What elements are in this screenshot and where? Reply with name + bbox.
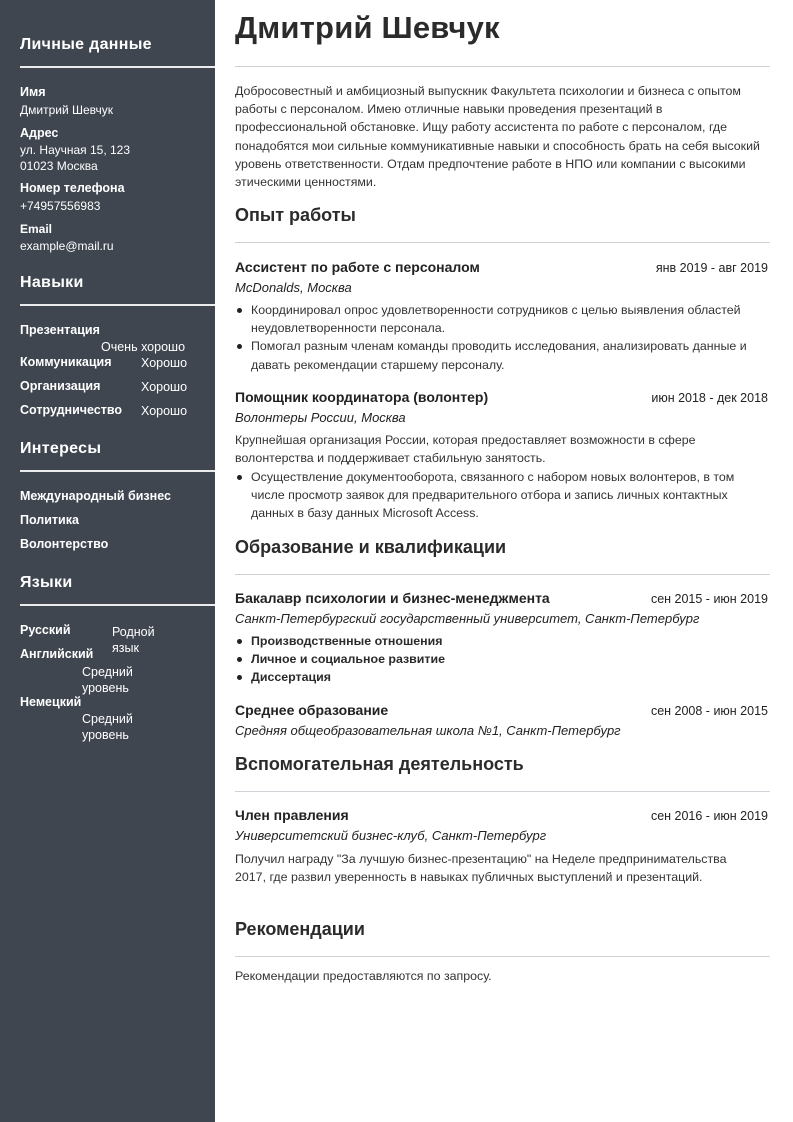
activity-date: сен 2016 - июн 2019 [650,809,768,823]
personal-data-title: Личные данные [20,36,152,53]
activity-description: Получил награду "За лучшую бизнес-презентацию" на Неделе предпринимательства 2017, где развил уверенность в навыках публичных выступлений и презентаций. [235,852,727,885]
section-divider [235,242,770,243]
skill-name: Презентация [20,323,100,337]
phone-value: +74957556983 [20,199,101,213]
skill-name: Сотрудничество [20,403,123,417]
skill-level: Хорошо [141,356,188,370]
skills-title: Навыки [20,274,84,291]
job-organization: Волонтеры России, Москва [235,410,406,425]
language-level: Средний [82,712,133,726]
address-line2: 01023 Москва [20,159,98,173]
language-level: язык [112,641,139,655]
section-divider [235,791,770,792]
section-divider [235,66,770,67]
skill-name: Коммуникация [20,355,112,369]
languages-title: Языки [20,574,73,591]
name-value: Дмитрий Шевчук [20,103,113,117]
education-heading: Образование и квалификации [235,537,507,557]
skill-level: Хорошо [141,404,188,418]
sidebar-divider [20,604,215,606]
phone-label: Номер телефона [20,181,125,195]
experience-heading: Опыт работы [235,205,356,225]
language-name: Русский [20,623,71,637]
sidebar-divider [20,470,215,472]
interest-item: Волонтерство [20,537,109,551]
skill-name: Организация [20,379,101,393]
job-date: июн 2018 - дек 2018 [651,391,768,405]
job-organization: McDonalds, Москва [235,280,352,295]
skill-level: Очень хорошо [101,340,186,354]
education-date: сен 2015 - июн 2019 [650,592,768,606]
education-date: сен 2008 - июн 2015 [650,704,768,718]
interest-item: Международный бизнес [20,489,171,503]
list-item: Личное и социальное развитие [235,650,770,668]
language-level: уровень [82,728,129,742]
interest-item: Политика [20,513,79,527]
profile-summary: Добросовестный и амбициозный выпускник Факультета психологии и бизнеса с опытом работы с персоналом. Имею отличные навыки проведения презентаций в профессиональной обстановке. Ищу работу ассистента по работе с персоналом, где понадобятся мои сильные коммуникативные навыки и способность брать на себя высокий уровень ответственности. Отдам предпочтение работе в НПО или компании с высокими этическими ценностями. [235,84,760,190]
list-item: Диссертация [235,668,770,686]
education-institution: Средняя общеобразовательная школа №1, Санкт-Петербург [235,723,621,738]
job-description: Крупнейшая организация России, которая предоставляет возможности в сфере волонтерства и поддерживает стабильную занятость. [235,433,696,466]
sidebar [0,0,215,1122]
sidebar-divider [20,66,215,68]
education-bullets [235,632,770,687]
language-level: Средний [82,665,133,679]
job-bullets [235,301,770,374]
job-title: Ассистент по работе с персоналом [235,259,480,275]
activities-heading: Вспомогательная деятельность [235,754,524,774]
language-level: Родной [112,625,155,639]
language-level: уровень [82,681,129,695]
job-date: янв 2019 - авг 2019 [655,261,768,275]
job-bullets [235,468,770,523]
list-item: Помогал разным членам команды проводить исследования, анализировать данные и давать рекомендации старшему персоналу. [235,337,770,373]
list-item: Координировал опрос удовлетворенности сотрудников с целью выявления областей неудовлетворенности персонала. [235,301,770,337]
name-label: Имя [20,85,46,99]
language-name: Немецкий [20,695,82,709]
list-item: Производственные отношения [235,632,770,650]
candidate-name: Дмитрий Шевчук [235,10,500,45]
degree-title: Бакалавр психологии и бизнес-менеджмента [235,590,550,606]
interests-title: Интересы [20,440,102,457]
references-heading: Рекомендации [235,919,365,939]
activity-title: Член правления [235,807,349,823]
email-value[interactable]: example@mail.ru [20,239,114,253]
education-institution: Санкт-Петербургский государственный университет, Санкт-Петербург [235,611,700,626]
section-divider [235,956,770,957]
skill-level: Хорошо [141,380,188,394]
address-label: Адрес [20,126,59,140]
list-item: Осуществление документооборота, связанного с набором новых волонтеров, в том числе просмотр заявок для предварительного отбора и запись личных контактных данных в базу данных Microsoft Access. [235,468,770,523]
job-title: Помощник координатора (волонтер) [235,389,489,405]
address-line1: ул. Научная 15, 123 [20,143,131,157]
activity-organization: Университетский бизнес-клуб, Санкт-Петербург [235,828,547,843]
degree-title: Среднее образование [235,702,389,718]
section-divider [235,574,770,575]
language-name: Английский [20,647,94,661]
sidebar-divider [20,304,215,306]
references-text: Рекомендации предоставляются по запросу. [235,969,492,983]
email-label: Email [20,222,53,236]
